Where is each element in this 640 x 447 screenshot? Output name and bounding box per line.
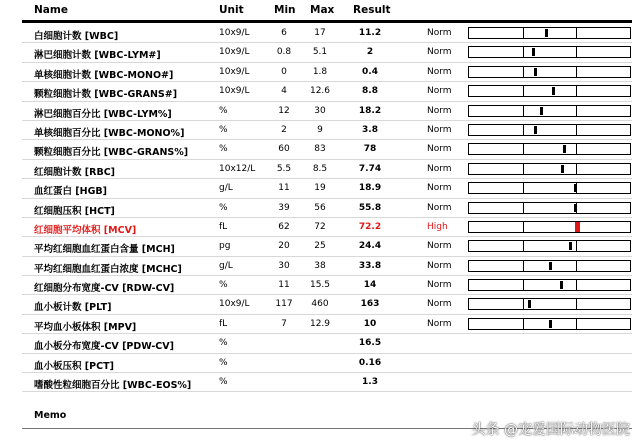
table-row (22, 63, 632, 82)
result-max: 72 (314, 221, 326, 232)
result-value: 163 (360, 299, 380, 310)
range-divider (523, 125, 524, 135)
result-min: 0 (281, 66, 287, 77)
result-unit: % (219, 377, 228, 388)
result-flag: Norm (427, 163, 452, 174)
range-marker (552, 87, 555, 95)
result-unit: 10x9/L (219, 28, 250, 38)
result-min: 62 (278, 221, 290, 232)
range-indicator (468, 66, 631, 78)
range-divider (576, 28, 577, 38)
range-divider (523, 299, 524, 309)
range-divider (576, 241, 577, 251)
result-name: 嗜酸性粒细胞百分比 [WBC-EOS%] (34, 380, 192, 392)
range-marker (545, 29, 548, 37)
table-row (22, 199, 632, 218)
result-value: 3.8 (362, 124, 378, 135)
range-divider (523, 222, 524, 232)
table-row (22, 160, 632, 179)
range-indicator (468, 85, 631, 97)
result-max: 15.5 (309, 280, 331, 291)
result-name: 平均红细胞血红蛋白浓度 [MCHC] (34, 263, 182, 275)
header-rule (22, 20, 632, 23)
range-marker (549, 320, 552, 328)
table-row (22, 315, 632, 334)
result-unit: 10x12/L (219, 163, 256, 174)
result-min: 11 (278, 183, 290, 194)
result-min: 39 (278, 202, 290, 213)
result-name: 平均血小板体积 [MPV] (34, 321, 137, 333)
memo-label: Memo (34, 410, 67, 421)
range-divider (523, 203, 524, 213)
range-indicator (468, 202, 631, 214)
range-divider (576, 261, 577, 271)
result-name: 单核细胞计数 [WBC-MONO#] (34, 69, 174, 81)
range-indicator (468, 143, 631, 155)
result-unit: % (219, 357, 228, 368)
result-unit: pg (219, 241, 231, 252)
result-name: 单核细胞百分比 [WBC-MONO%] (34, 127, 185, 139)
result-flag: Norm (427, 47, 452, 58)
range-indicator (468, 279, 631, 291)
result-min: 30 (278, 260, 290, 271)
table-row (22, 82, 632, 101)
result-min: 7 (281, 318, 287, 329)
range-indicator (468, 260, 631, 272)
table-row (22, 102, 632, 121)
table-row (22, 121, 632, 140)
range-marker (540, 107, 543, 115)
result-name: 血小板压积 [PCT] (34, 360, 114, 372)
result-min: 6 (281, 28, 287, 38)
range-indicator (468, 318, 631, 330)
range-divider (576, 144, 577, 154)
range-divider (523, 241, 524, 251)
result-value: 55.8 (358, 202, 382, 213)
table-row (22, 218, 632, 237)
range-marker (561, 165, 564, 173)
result-value: 1.3 (362, 377, 378, 388)
range-divider (523, 86, 524, 96)
result-flag: Norm (427, 28, 452, 38)
result-name: 红细胞平均体积 [MCV] (34, 224, 137, 236)
result-name: 红细胞压积 [HCT] (34, 205, 115, 217)
result-name: 颗粒细胞百分比 [WBC-GRANS%] (34, 147, 189, 159)
result-flag: Norm (427, 318, 452, 329)
result-flag: Norm (427, 144, 452, 155)
result-min: 0.8 (276, 47, 292, 58)
result-value: 11.2 (358, 28, 382, 38)
range-divider (523, 47, 524, 57)
result-flag: Norm (427, 202, 452, 213)
col-header-result: Result (353, 4, 391, 16)
result-value: 0.4 (362, 66, 378, 77)
result-value: 16.5 (358, 338, 382, 349)
col-header-unit: Unit (219, 4, 244, 16)
result-unit: fL (219, 221, 228, 232)
result-flag: Norm (427, 241, 452, 252)
result-name: 颗粒细胞计数 [WBC-GRANS#] (34, 89, 178, 101)
result-flag: Norm (427, 183, 452, 194)
result-max: 12.9 (309, 318, 331, 329)
result-name: 血小板分布宽度-CV [PDW-CV] (34, 341, 174, 353)
range-indicator (468, 124, 631, 136)
result-flag: Norm (427, 299, 452, 310)
range-marker (563, 145, 566, 153)
result-unit: g/L (219, 183, 233, 194)
result-min: 2 (281, 124, 287, 135)
result-value: 8.8 (362, 86, 378, 97)
range-marker (534, 126, 537, 134)
table-row (22, 140, 632, 159)
result-flag: Norm (427, 66, 452, 77)
result-flag: Norm (427, 280, 452, 291)
range-divider (523, 261, 524, 271)
result-max: 8.5 (312, 163, 328, 174)
result-flag: Norm (427, 260, 452, 271)
range-marker (575, 222, 580, 232)
range-indicator (468, 46, 631, 58)
result-unit: 10x9/L (219, 299, 250, 310)
result-value: 78 (363, 144, 377, 155)
result-max: 83 (314, 144, 326, 155)
result-max: 17 (314, 28, 326, 38)
range-divider (523, 183, 524, 193)
result-name: 红细胞计数 [RBC] (34, 166, 116, 178)
table-row (22, 43, 632, 62)
range-indicator (468, 240, 631, 252)
range-divider (576, 67, 577, 77)
range-divider (576, 164, 577, 174)
result-value: 14 (363, 280, 377, 291)
range-divider (523, 280, 524, 290)
result-unit: g/L (219, 260, 233, 271)
table-row (22, 354, 632, 373)
result-max: 19 (314, 183, 326, 194)
table-row (22, 179, 632, 198)
range-marker (532, 48, 535, 56)
range-marker (574, 204, 577, 212)
table-row (22, 295, 632, 314)
result-max: 25 (314, 241, 326, 252)
range-divider (523, 67, 524, 77)
result-min: 12 (278, 105, 290, 116)
result-unit: fL (219, 318, 228, 329)
result-min: 20 (278, 241, 290, 252)
results-table (22, 24, 632, 392)
result-value: 72.2 (358, 221, 382, 232)
result-min: 60 (278, 144, 290, 155)
result-max: 9 (317, 124, 323, 135)
result-flag: Norm (427, 86, 452, 97)
result-unit: % (219, 280, 228, 291)
result-max: 1.8 (312, 66, 328, 77)
watermark: 头条 @宠爱国际动物医院 (471, 422, 630, 438)
result-value: 0.16 (358, 357, 382, 368)
col-header-min: Min (274, 4, 296, 16)
result-name: 淋巴细胞百分比 [WBC-LYM%] (34, 108, 172, 120)
result-min: 4 (281, 86, 287, 97)
result-name: 红细胞分布宽度-CV [RDW-CV] (34, 283, 175, 295)
result-value: 18.2 (358, 105, 382, 116)
range-divider (576, 106, 577, 116)
result-max: 12.6 (309, 86, 331, 97)
result-max: 5.1 (312, 47, 328, 58)
range-indicator (468, 298, 631, 310)
range-divider (576, 86, 577, 96)
range-indicator (468, 221, 631, 233)
range-divider (576, 299, 577, 309)
result-unit: % (219, 202, 228, 213)
range-marker (560, 281, 563, 289)
table-row (22, 237, 632, 256)
result-unit: % (219, 124, 228, 135)
result-name: 淋巴细胞计数 [WBC-LYM#] (34, 50, 161, 62)
result-max: 38 (314, 260, 326, 271)
result-flag: Norm (427, 124, 452, 135)
table-row (22, 373, 632, 392)
result-value: 7.74 (358, 163, 382, 174)
range-divider (523, 106, 524, 116)
range-divider (576, 319, 577, 329)
result-unit: % (219, 105, 228, 116)
range-divider (576, 125, 577, 135)
range-marker (528, 300, 531, 308)
range-divider (523, 164, 524, 174)
range-indicator (468, 105, 631, 117)
result-name: 平均红细胞血红蛋白含量 [MCH] (34, 244, 175, 256)
result-max: 460 (311, 299, 329, 310)
range-marker (574, 184, 577, 192)
range-divider (523, 28, 524, 38)
result-min: 5.5 (276, 163, 292, 174)
result-flag: Norm (427, 105, 452, 116)
result-name: 白细胞计数 [WBC] (34, 31, 119, 42)
result-value: 24.4 (358, 241, 382, 252)
result-max: 30 (314, 105, 326, 116)
range-marker (569, 242, 572, 250)
range-divider (576, 47, 577, 57)
result-unit: 10x9/L (219, 86, 250, 97)
result-name: 血红蛋白 [HGB] (34, 186, 107, 198)
range-divider (576, 280, 577, 290)
result-value: 33.8 (358, 260, 382, 271)
table-row (22, 334, 632, 353)
result-value: 18.9 (358, 183, 382, 194)
result-max: 56 (314, 202, 326, 213)
result-unit: % (219, 144, 228, 155)
range-marker (534, 68, 537, 76)
result-flag: High (427, 221, 448, 232)
range-indicator (468, 182, 631, 194)
table-row (22, 257, 632, 276)
result-unit: % (219, 338, 228, 349)
range-indicator (468, 163, 631, 175)
col-header-name: Name (34, 4, 68, 16)
result-value: 10 (363, 318, 377, 329)
col-header-max: Max (310, 4, 335, 16)
range-indicator (468, 27, 631, 39)
result-value: 2 (366, 47, 374, 58)
result-min: 117 (275, 299, 293, 310)
result-min: 11 (278, 280, 290, 291)
result-unit: 10x9/L (219, 66, 250, 77)
table-row (22, 276, 632, 295)
range-divider (523, 144, 524, 154)
result-unit: 10x9/L (219, 47, 250, 58)
range-divider (523, 319, 524, 329)
table-row (22, 24, 632, 43)
range-marker (549, 262, 552, 270)
result-name: 血小板计数 [PLT] (34, 302, 112, 314)
